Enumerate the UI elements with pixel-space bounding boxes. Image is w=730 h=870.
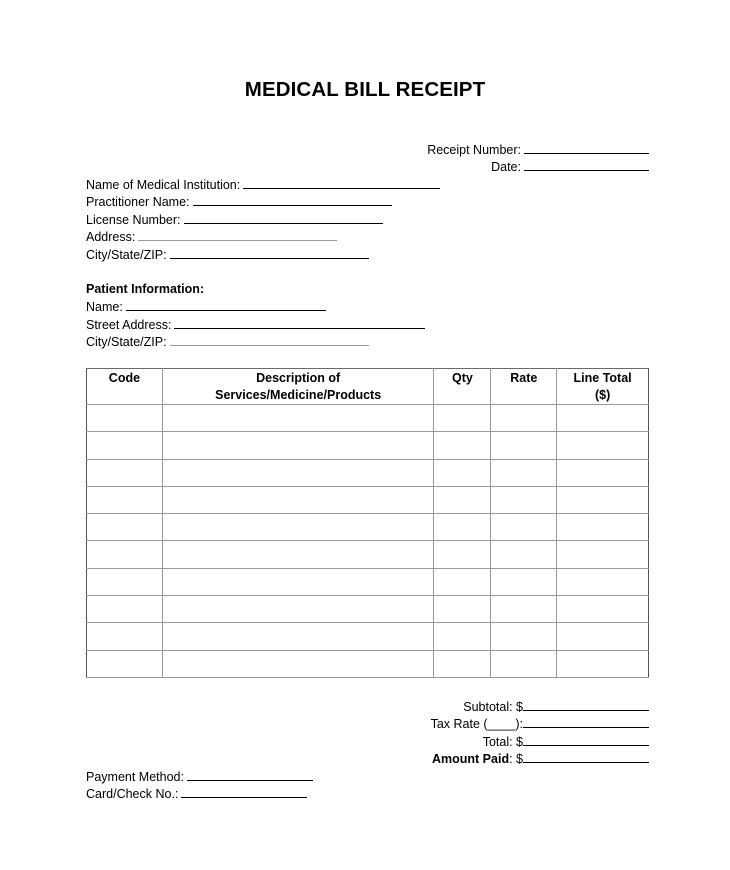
patient-name-field[interactable]	[126, 298, 326, 311]
institution-city-field[interactable]	[170, 246, 369, 259]
address-row	[86, 228, 337, 245]
subtotal-row	[463, 698, 649, 715]
cell-qty[interactable]	[434, 459, 491, 486]
header-qty: Qty	[434, 369, 491, 405]
receipt-number-row	[427, 141, 649, 158]
header-code: Code	[87, 369, 163, 405]
cell-line-total[interactable]	[557, 568, 649, 595]
table-row	[87, 459, 649, 486]
patient-street-field[interactable]	[174, 316, 425, 329]
total-field[interactable]	[523, 733, 649, 746]
cell-code[interactable]	[87, 514, 163, 541]
patient-name-row	[86, 298, 326, 315]
cell-line-total[interactable]	[557, 459, 649, 486]
institution-name-label: Name of Medical Institution:	[86, 178, 241, 192]
amount-paid-field[interactable]	[523, 750, 649, 763]
cell-code[interactable]	[87, 596, 163, 623]
cell-rate[interactable]	[491, 405, 557, 432]
table-row	[87, 514, 649, 541]
cell-code[interactable]	[87, 541, 163, 568]
table-row	[87, 541, 649, 568]
institution-name-row	[86, 176, 440, 193]
cell-qty[interactable]	[434, 541, 491, 568]
cell-description[interactable]	[162, 432, 434, 459]
institution-name-field[interactable]	[243, 176, 440, 189]
cell-rate[interactable]	[491, 596, 557, 623]
payment-method-field[interactable]	[187, 768, 313, 781]
cell-rate[interactable]	[491, 432, 557, 459]
items-table	[86, 368, 649, 678]
cell-rate[interactable]	[491, 568, 557, 595]
cell-line-total[interactable]	[557, 650, 649, 677]
cell-description[interactable]	[162, 405, 434, 432]
cell-code[interactable]	[87, 432, 163, 459]
table-row	[87, 596, 649, 623]
institution-city-row	[86, 246, 369, 263]
header-line-total: Line Total ($)	[557, 369, 649, 405]
receipt-number-label: Receipt Number:	[427, 143, 521, 157]
cell-qty[interactable]	[434, 432, 491, 459]
card-check-row	[86, 785, 307, 802]
practitioner-name-label: Practitioner Name:	[86, 195, 190, 209]
cell-qty[interactable]	[434, 486, 491, 513]
items-table-header	[87, 369, 649, 405]
cell-description[interactable]	[162, 459, 434, 486]
card-check-field[interactable]	[181, 785, 307, 798]
cell-line-total[interactable]	[557, 541, 649, 568]
tax-rate-field[interactable]	[523, 715, 649, 728]
total-label: Total: $	[482, 735, 523, 749]
license-number-label: License Number:	[86, 213, 181, 227]
cell-qty[interactable]	[434, 650, 491, 677]
cell-qty[interactable]	[434, 596, 491, 623]
tax-rate-label: Tax Rate (____):	[430, 717, 523, 731]
cell-rate[interactable]	[491, 514, 557, 541]
cell-description[interactable]	[162, 541, 434, 568]
cell-line-total[interactable]	[557, 486, 649, 513]
cell-code[interactable]	[87, 459, 163, 486]
cell-rate[interactable]	[491, 541, 557, 568]
cell-code[interactable]	[87, 405, 163, 432]
cell-line-total[interactable]	[557, 596, 649, 623]
cell-rate[interactable]	[491, 650, 557, 677]
card-check-label: Card/Check No.:	[86, 787, 179, 801]
cell-line-total[interactable]	[557, 405, 649, 432]
cell-code[interactable]	[87, 650, 163, 677]
cell-description[interactable]	[162, 514, 434, 541]
amount-paid-label: Amount Paid	[432, 752, 510, 766]
patient-info-heading: Patient Information:	[86, 282, 205, 296]
practitioner-name-field[interactable]	[193, 193, 392, 206]
cell-qty[interactable]	[434, 405, 491, 432]
cell-description[interactable]	[162, 596, 434, 623]
subtotal-label: Subtotal: $	[463, 700, 523, 714]
patient-street-label: Street Address:	[86, 318, 172, 332]
header-rate: Rate	[491, 369, 557, 405]
institution-city-label: City/State/ZIP:	[86, 248, 167, 262]
license-number-row	[86, 211, 383, 228]
receipt-date-field[interactable]	[524, 158, 649, 171]
cell-rate[interactable]	[491, 486, 557, 513]
cell-code[interactable]	[87, 486, 163, 513]
payment-method-row	[86, 768, 313, 785]
patient-city-row	[86, 333, 369, 350]
address-label: Address:	[86, 230, 136, 244]
amount-paid-suffix: : $	[509, 752, 523, 766]
table-row	[87, 568, 649, 595]
amount-paid-row	[432, 750, 649, 767]
cell-line-total[interactable]	[557, 623, 649, 650]
receipt-date-label: Date:	[491, 160, 521, 174]
cell-description[interactable]	[162, 650, 434, 677]
receipt-date-row	[491, 158, 649, 175]
subtotal-field[interactable]	[523, 698, 649, 711]
cell-rate[interactable]	[491, 623, 557, 650]
table-row	[87, 650, 649, 677]
table-row	[87, 623, 649, 650]
cell-qty[interactable]	[434, 623, 491, 650]
cell-description[interactable]	[162, 486, 434, 513]
tax-rate-row	[431, 715, 649, 732]
cell-code[interactable]	[87, 568, 163, 595]
table-row	[87, 486, 649, 513]
header-description: Description of Services/Medicine/Products	[162, 369, 434, 405]
page-title: MEDICAL BILL RECEIPT	[244, 78, 486, 101]
license-number-field[interactable]	[184, 211, 383, 224]
patient-city-field[interactable]	[170, 333, 369, 346]
cell-line-total[interactable]	[557, 514, 649, 541]
address-field[interactable]	[138, 228, 337, 241]
patient-name-label: Name:	[86, 300, 123, 314]
cell-description[interactable]	[162, 568, 434, 595]
cell-description[interactable]	[162, 623, 434, 650]
receipt-number-field[interactable]	[524, 141, 649, 154]
patient-city-label: City/State/ZIP:	[86, 335, 167, 349]
practitioner-name-row	[86, 193, 392, 210]
cell-line-total[interactable]	[557, 432, 649, 459]
table-row	[87, 432, 649, 459]
table-row	[87, 405, 649, 432]
patient-street-row	[86, 316, 425, 333]
cell-qty[interactable]	[434, 514, 491, 541]
cell-qty[interactable]	[434, 568, 491, 595]
total-row	[483, 733, 649, 750]
payment-method-label: Payment Method:	[86, 770, 184, 784]
cell-rate[interactable]	[491, 459, 557, 486]
cell-code[interactable]	[87, 623, 163, 650]
